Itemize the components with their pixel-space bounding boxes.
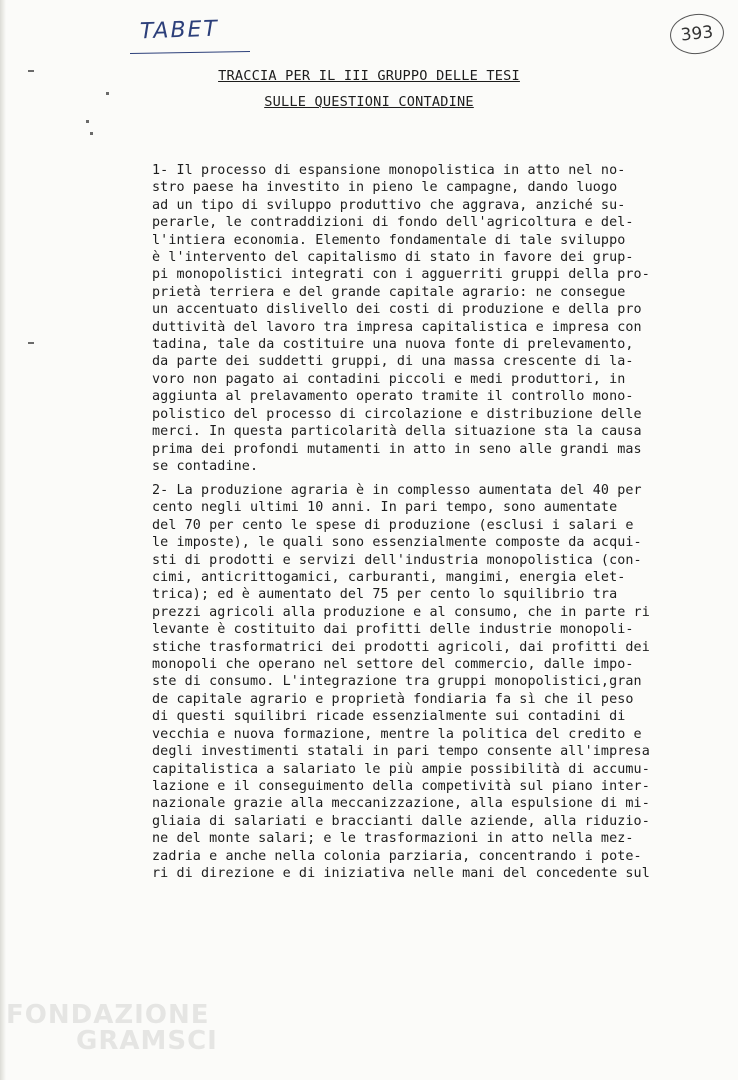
text-line: degli investimenti statali in pari tempo consente all'impresa (152, 744, 650, 760)
text-line: 2- La produzione agraria è in complesso aumentata del 40 per (152, 483, 642, 498)
text-line: voro non pagato ai contadini piccoli e medi produttori, in (152, 371, 626, 387)
text-line: levante è costituito dai profitti delle industrie monopoli- (152, 622, 634, 638)
margin-mark (86, 120, 89, 123)
watermark-line-2: GRAMSCI (76, 1026, 218, 1056)
handwritten-underline (130, 51, 250, 54)
watermark-line-1: FONDAZIONE (6, 1000, 210, 1030)
page-edge-shadow (0, 0, 6, 1080)
margin-mark (90, 132, 93, 135)
text-line: ne del monte salari; e le trasformazioni in atto nella mez- (152, 831, 634, 847)
text-line: duttività del lavoro tra impresa capitalistica e impresa con (152, 319, 642, 335)
text-line: le imposte), le quali sono essenzialmente composte da acqui- (152, 535, 642, 551)
handwritten-author-name: TABET (139, 16, 220, 45)
text-line: monopoli che operano nel settore del commercio, dalle impo- (152, 657, 634, 673)
text-line: prietà terriera e del grande capitale agrario: ne consegue (152, 284, 626, 300)
text-line: zadria e anche nella colonia parziaria, concentrando i pote- (152, 848, 642, 864)
text-line: prezzi agricoli alla produzione e al consumo, che in parte ri (152, 604, 650, 620)
text-line: nazionale grazie alla meccanizzazione, alla espulsione di mi- (152, 796, 650, 812)
text-line: ad un tipo di sviluppo produttivo che aggrava, anziché su- (152, 197, 626, 213)
text-line: merci. In questa particolarità della situazione sta la causa (152, 424, 642, 440)
paragraph-1 (152, 162, 712, 475)
text-line: da parte dei suddetti gruppi, di una massa crescente di la- (152, 354, 634, 370)
document-title-line-1: TRACCIA PER IL III GRUPPO DELLE TESI (218, 68, 520, 84)
paragraph-2 (152, 482, 712, 882)
text-line: un accentuato dislivello dei costi di produzione e della pro (152, 302, 642, 318)
archive-watermark (6, 1002, 218, 1054)
text-line: vecchia e nuova formazione, mentre la politica del credito e (152, 726, 642, 742)
text-line: 1- Il processo di espansione monopolistica in atto nel no- (152, 163, 626, 178)
text-line: perarle, le contraddizioni di fondo dell'agricoltura e del- (152, 215, 634, 231)
text-line: l'intiera economia. Elemento fondamentale di tale sviluppo (152, 232, 626, 248)
text-line: pi monopolistici integrati con i agguerriti gruppi della pro- (152, 267, 650, 283)
circled-page-number: 393 (668, 11, 726, 56)
text-line: tadina, tale da costituire una nuova fonte di prelevamento, (152, 337, 634, 353)
text-line: cento negli ultimi 10 anni. In pari tempo, sono aumentate (152, 500, 618, 516)
text-line: se contadine. (152, 458, 259, 474)
text-line: de capitale agrario e proprietà fondiaria fa sì che il peso (152, 691, 634, 707)
text-line: stro paese ha investito in pieno le campagne, dando luogo (152, 180, 618, 196)
text-line: polistico del processo di circolazione e distribuzione delle (152, 406, 642, 422)
margin-mark (28, 342, 34, 344)
text-line: capitalistica a salariato le più ampie possibilità di accumu- (152, 761, 650, 777)
text-line: del 70 per cento le spese di produzione (esclusi i salari e (152, 517, 634, 533)
text-line: lazione e il conseguimento della competività sul piano inter- (152, 778, 650, 794)
text-line: trica); ed è aumentato del 75 per cento lo squilibrio tra (152, 587, 618, 603)
text-line: sti di prodotti e servizi dell'industria monopolistica (con- (152, 552, 642, 568)
text-line: stiche trasformatrici dei prodotti agricoli, dai profitti dei (152, 639, 650, 655)
text-line: ri di direzione e di iniziativa nelle mani del concedente sul (152, 865, 650, 881)
text-line: aggiunta al prelavamento operato tramite il controllo mono- (152, 389, 634, 405)
document-title-line-2: SULLE QUESTIONI CONTADINE (264, 94, 474, 110)
text-line: è l'intervento del capitalismo di stato in favore dei grup- (152, 250, 634, 266)
text-line: ste di consumo. L'integrazione tra gruppi monopolistici,gran (152, 674, 642, 690)
text-line: di questi squilibri ricade essenzialmente sui contadini di (152, 709, 626, 725)
text-line: cimi, anticrittogamici, carburanti, mangimi, energia elet- (152, 570, 626, 586)
text-line: gliaia di salariati e braccianti dalle aziende, alla riduzio- (152, 813, 650, 829)
text-line: prima dei profondi mutamenti in atto in seno alle grandi mas (152, 441, 642, 457)
